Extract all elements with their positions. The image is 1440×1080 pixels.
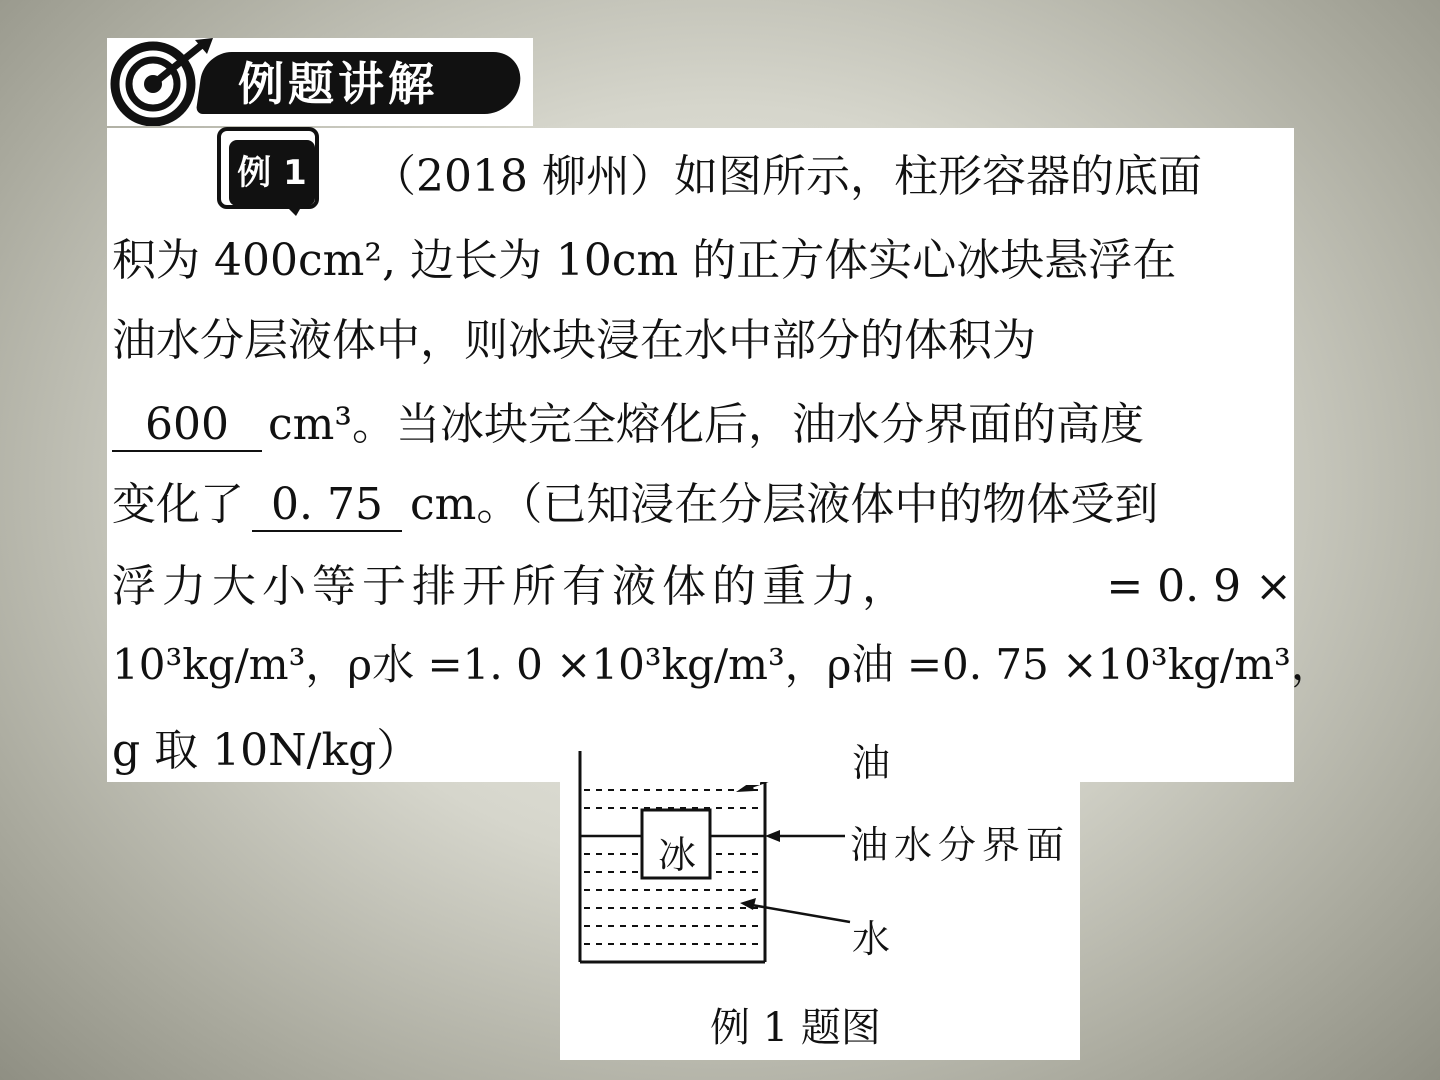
problem-line-3: 油水分层液体中，则冰块浸在水中部分的体积为 [112, 315, 1036, 366]
problem-line-2 [112, 224, 1292, 304]
example-badge-tail [282, 202, 304, 216]
figure-panel-top [560, 745, 760, 785]
label-oil: 油 [852, 741, 891, 785]
problem-line-4-text: cm³。当冰块完全熔化后，油水分界面的高度 [268, 399, 1145, 450]
problem-line-8: g 取 10N/kg） [112, 725, 421, 776]
problem-line-5 [112, 468, 1292, 548]
problem-line-6 [112, 550, 1292, 630]
ice-block-label: 冰 [658, 833, 697, 877]
rho-ice-value: = 0. 9 × [1106, 561, 1292, 612]
answer-blank-2: 0. 75 [252, 479, 402, 532]
banner-title: 例题讲解 [238, 57, 438, 111]
container-diagram [560, 782, 1080, 982]
problem-line-5-tail: cm。（已知浸在分层液体中的物体受到 [410, 479, 1159, 530]
problem-panel [107, 128, 1333, 782]
problem-line-1: （2018 柳州）如图所示，柱形容器的底面 [372, 151, 1202, 202]
example-badge: 例 1 [229, 140, 315, 206]
container-top-walls [560, 745, 760, 785]
problem-line-6-text: 浮力大小等于排开所有液体的重力， [112, 561, 912, 612]
problem-line-4 [112, 388, 1292, 468]
label-interface: 油水分界面 [850, 823, 1071, 867]
problem-line-5-lead: 变化了 [112, 479, 244, 530]
figure-caption: 例 1 题图 [710, 1005, 881, 1051]
label-water: 水 [852, 917, 891, 961]
answer-blank-1: 600 [112, 399, 262, 452]
problem-line-7: 10³kg/m³，ρ水 =1. 0 ×10³kg/m³，ρ油 =0. 75 ×10³kg/m³， [112, 640, 1333, 689]
problem-line-2-text: 积为 400cm², 边长为 10cm 的正方体实心冰块悬浮在 [112, 235, 1177, 286]
